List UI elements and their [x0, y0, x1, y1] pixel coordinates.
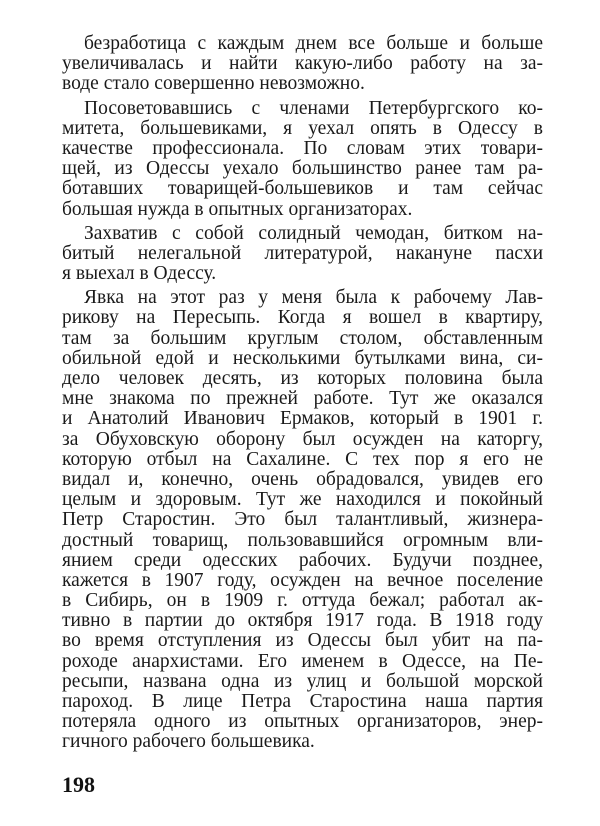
- text-line: потеряла одного из опытных организаторов, энер-: [62, 711, 543, 733]
- text-line: роходе анархистами. Его именем в Одессе, на Пе-: [62, 650, 543, 672]
- text-line: тивно в партии до октября 1917 года. В 1918 году: [62, 610, 543, 632]
- text-line: качестве профессионала. По словам этих товари-: [62, 137, 543, 159]
- page-number: 198: [62, 772, 95, 797]
- text-line: пароход. В лице Петра Старостина наша партия: [62, 691, 543, 712]
- text-line: видал и, конечно, очень обрадовался, увидев его: [62, 468, 543, 490]
- text-line: увеличивалась и найти какую-либо работу на за-: [62, 53, 543, 75]
- paragraph: [62, 288, 543, 752]
- text-line: митета, большевиками, я уехал опять в Одессу в: [62, 117, 543, 139]
- text-line: дело человек десять, из которых половина была: [62, 368, 543, 389]
- text-line: воде стало совершенно невозможно.: [62, 73, 365, 95]
- text-line: во время отступления из Одессы был убит на па-: [62, 630, 543, 652]
- page-body: [62, 34, 543, 757]
- text-line: щей, из Одессы уехало большинство ранее там ра-: [62, 158, 543, 180]
- text-line: большая нужда в опытных организаторах.: [62, 198, 413, 220]
- text-line: мне знакома по прежней работе. Тут же оказался: [62, 388, 543, 410]
- text-line: гичного рабочего большевика.: [62, 731, 315, 753]
- paragraph: [62, 99, 543, 220]
- text-line: рикову на Пересыпь. Когда я вошел в квартиру,: [62, 307, 543, 329]
- text-line: янием среди одесских рабочих. Будучи позднее,: [62, 549, 543, 571]
- text-line: Петр Старостин. Это был талантливый, жизнера-: [62, 509, 543, 531]
- paragraph: [62, 34, 543, 95]
- text-line: за Обуховскую оборону был осужден на каторгу,: [62, 428, 543, 450]
- text-line: битый нелегальной литературой, накануне пасхи: [62, 242, 543, 264]
- text-line: я выехал в Одессу.: [62, 263, 217, 285]
- text-line: ресыпи, названа одна из улиц и большой морской: [62, 670, 543, 692]
- text-line: кажется в 1907 году, осужден на вечное поселение: [62, 569, 543, 591]
- text-line: достный товарищ, пользовавшийся огромным вли-: [62, 529, 543, 551]
- text-line: и Анатолий Иванович Ермаков, который в 1901 г.: [62, 408, 543, 430]
- text-line: в Сибирь, он в 1909 г. оттуда бежал; работал ак-: [62, 590, 543, 612]
- text-line: безработица с каждым днем все больше и больше: [84, 33, 543, 54]
- paragraph: [62, 224, 543, 285]
- text-line: Явка на этот раз у меня была к рабочему Лав-: [84, 287, 543, 309]
- text-line: Захватив с собой солидный чемодан, битком на-: [84, 222, 543, 244]
- text-line: Посоветовавшись с членами Петербургского ко-: [84, 97, 543, 119]
- text-line: обильной едой и несколькими бутылками вина, си-: [62, 347, 543, 369]
- text-line: которую отбыл на Сахалине. С тех пор я его не: [62, 448, 543, 470]
- text-line: целым и здоровым. Тут же находился и покойный: [62, 489, 543, 511]
- text-line: ботавших товарищей-большевиков и там сейчас: [62, 178, 543, 200]
- text-line: там за большим круглым столом, обставленным: [62, 327, 543, 349]
